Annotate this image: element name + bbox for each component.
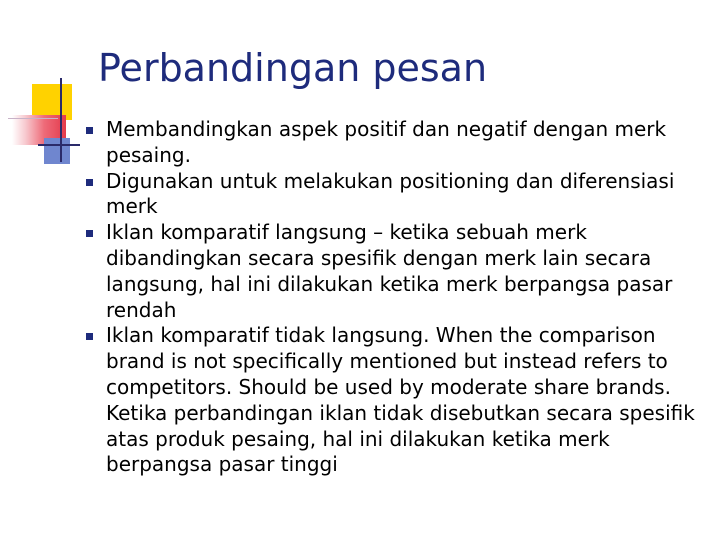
bullet-item (86, 117, 700, 169)
bullet-item (86, 323, 700, 478)
slide-title: Perbandingan pesan (98, 46, 488, 90)
bullet-list (86, 117, 700, 478)
square-bullet-icon (86, 333, 93, 340)
bullet-text: Iklan komparatif langsung – ketika sebuah merk dibandingkan secara spesifik dengan merk lain secara langsung, hal ini dilakukan ketika merk berpangsa pasar rendah (106, 220, 673, 322)
bullet-item (86, 169, 700, 221)
bullet-text: Membandingkan aspek positif dan negatif dengan merk pesaing. (106, 117, 667, 167)
decorative-blue-square (44, 138, 70, 164)
bullet-text: Iklan komparatif tidak langsung. When the comparison brand is not specifically mentioned but instead refers to competitors. Should be used by moderate share brands. Ketika perbandingan iklan tidak disebutkan secara spesifik atas produk pesaing, hal ini dilakukan ketika merk berpangsa pasar tinggi (106, 323, 695, 477)
square-bullet-icon (86, 230, 93, 237)
bullet-item (86, 220, 700, 323)
square-bullet-icon (86, 179, 93, 186)
square-bullet-icon (86, 127, 93, 134)
bullet-text: Digunakan untuk melakukan positioning dan diferensiasi merk (106, 168, 675, 219)
decorative-vertical-line (60, 78, 62, 162)
decorative-horizontal-line (38, 144, 80, 146)
decorative-thin-line (8, 118, 58, 119)
